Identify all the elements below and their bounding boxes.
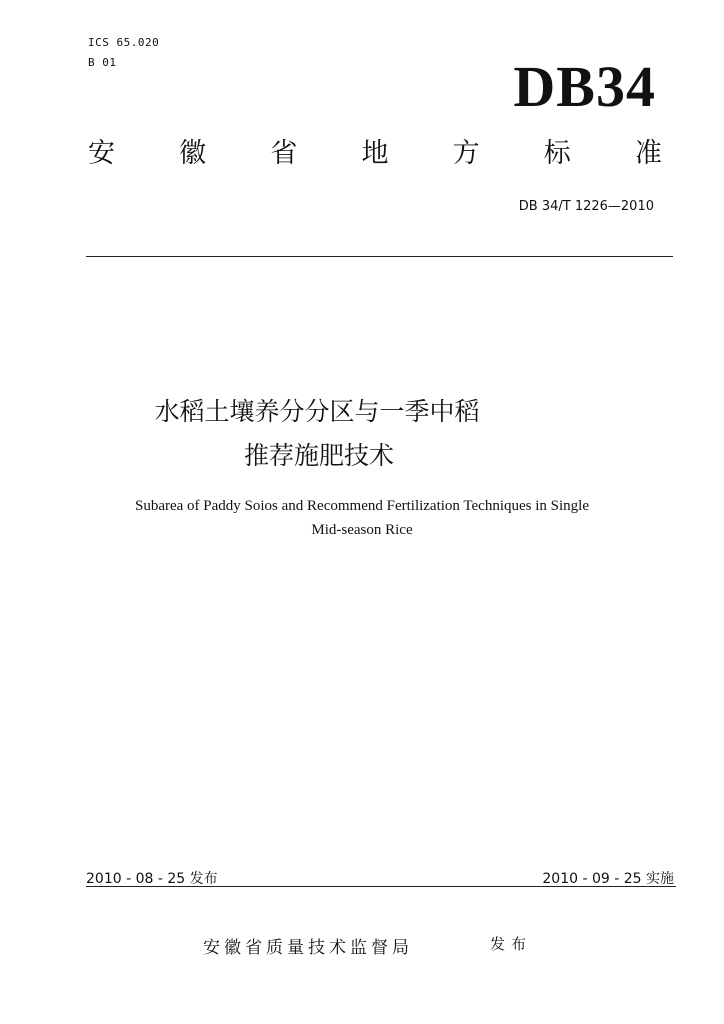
title-cn-line1-text: 水稻土壤养分分区与一季中稻	[154, 397, 480, 426]
title-cn-line2-text: 推荐施肥技术	[243, 441, 394, 470]
org-char: 方	[452, 138, 480, 169]
org-char: 地	[361, 138, 389, 169]
implement-date: 2010 - 09 - 25 实施	[542, 871, 674, 887]
organization-title	[88, 140, 662, 167]
issue-date: 2010 - 08 - 25 发布	[86, 871, 218, 887]
standard-logo: DB34	[513, 54, 656, 119]
title-en-line1: Subarea of Paddy Soios and Recommend Fertilization Techniques in Single	[134, 498, 589, 514]
ccs-code: B 01	[88, 56, 117, 69]
title-en-line2: Mid-season Rice	[311, 522, 413, 538]
org-char: 徽	[179, 138, 207, 169]
ics-code: ICS 65.020	[88, 36, 160, 49]
bottom-divider	[86, 886, 676, 887]
publish-label: 发布	[490, 935, 533, 953]
title-cn-line1	[0, 392, 724, 428]
org-char: 安	[88, 138, 115, 169]
top-divider	[86, 256, 673, 257]
issuing-authority: 安徽省质量技术监督局	[203, 938, 413, 958]
org-char: 准	[634, 138, 662, 169]
title-cn-line2	[0, 436, 724, 472]
standard-number: DB 34/T 1226—2010	[518, 199, 654, 214]
org-char: 省	[270, 138, 298, 169]
org-char: 标	[543, 138, 571, 169]
